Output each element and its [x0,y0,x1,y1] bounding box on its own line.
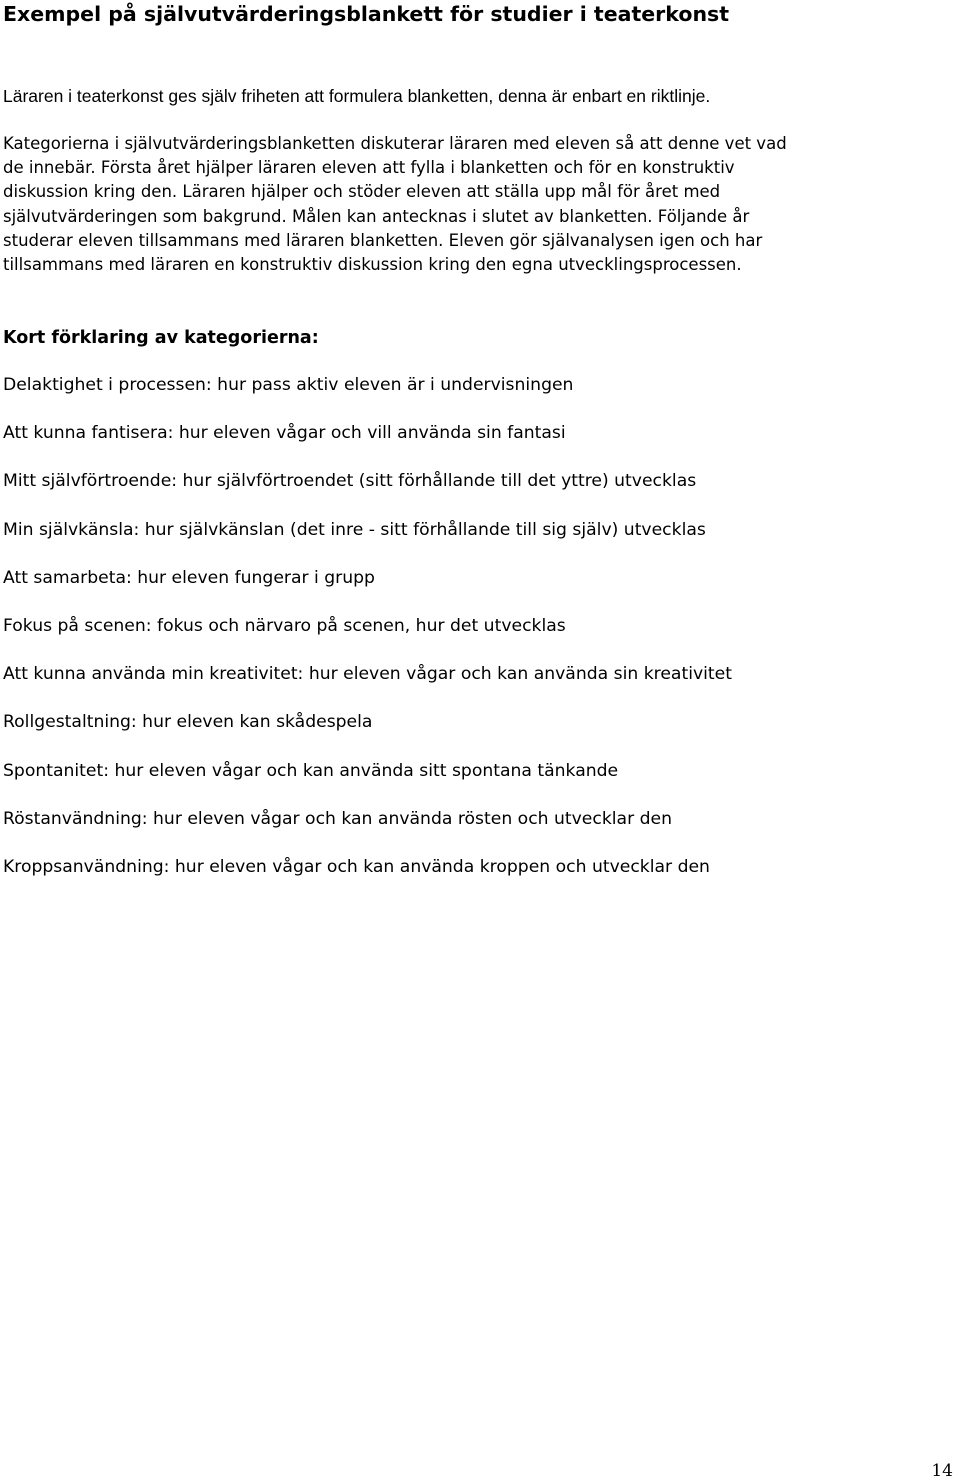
category-item: Att kunna använda min kreativitet: hur eleven vågar och kan använda sin kreativitet [3,664,732,685]
category-item: Att kunna fantisera: hur eleven vågar och vill använda sin fantasi [3,423,566,444]
category-item: Kroppsanvändning: hur eleven vågar och kan använda kroppen och utvecklar den [3,856,710,877]
paragraph-line: tillsammans med läraren en konstruktiv diskussion kring den egna utvecklingsprocessen. [3,255,742,275]
category-item: Mitt självförtroende: hur självförtroendet (sitt förhållande till det yttre) utvecklas [3,471,697,492]
category-item: Min självkänsla: hur självkänslan (det inre - sitt förhållande till sig själv) utvecklas [3,519,706,540]
intro-sentence: Läraren i teaterkonst ges själv friheten att formulera blanketten, denna är enbart en riktlinje. [3,86,711,106]
document-title: Exempel på självutvärderingsblankett för studier i teaterkonst [3,2,730,26]
paragraph-line: studerar eleven tillsammans med läraren blanketten. Eleven gör självanalysen igen och har [3,230,763,250]
body-paragraph [3,132,953,277]
category-item: Röstanvändning: hur eleven vågar och kan använda rösten och utvecklar den [3,808,672,829]
category-item: Rollgestaltning: hur eleven kan skådespela [3,712,373,733]
page-number: 14 [931,1461,953,1481]
category-item: Delaktighet i processen: hur pass aktiv eleven är i undervisningen [3,375,574,395]
paragraph-line: självutvärderingen som bakgrund. Målen kan antecknas i slutet av blanketten. Följande år [3,206,750,226]
paragraph-line: Kategorierna i självutvärderingsblanketten diskuterar läraren med eleven så att denne vet vad [3,134,787,153]
section-heading: Kort förklaring av kategorierna: [3,328,319,348]
paragraph-line: diskussion kring den. Läraren hjälper och stöder eleven att ställa upp mål för året med [3,182,721,202]
category-list [3,373,732,903]
category-item: Fokus på scenen: fokus och närvaro på scenen, hur det utvecklas [3,615,566,636]
category-item: Spontanitet: hur eleven vågar och kan använda sitt spontana tänkande [3,760,619,781]
paragraph-line: de innebär. Första året hjälper läraren eleven att fylla i blanketten och för en konstruktiv [3,158,735,178]
document-page [3,0,953,1482]
category-item: Att samarbeta: hur eleven fungerar i grupp [3,567,375,588]
